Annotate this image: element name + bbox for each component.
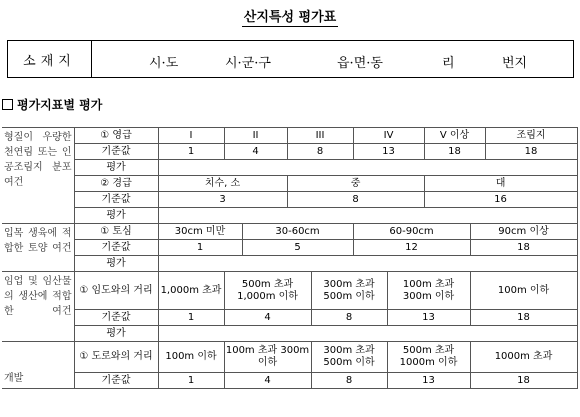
evaluation-label: 평가 bbox=[74, 326, 158, 342]
evaluation-table bbox=[2, 127, 578, 389]
table-row bbox=[2, 128, 577, 144]
category-cell: 개발 bbox=[2, 342, 74, 389]
range-cell: 100m 초과 300m 이하 bbox=[224, 342, 311, 373]
standard-value: 18 bbox=[470, 310, 577, 326]
range-cell: III bbox=[287, 128, 353, 144]
standard-value: 3 bbox=[158, 192, 287, 208]
standard-value: 8 bbox=[287, 192, 424, 208]
standard-value: 4 bbox=[224, 144, 287, 160]
table-row bbox=[2, 326, 577, 342]
category-cell: 임업 및 임산물의 생산에 적합한 여건 bbox=[2, 272, 74, 342]
category-cell: 형질이 우량한 천연림 또는 인공조림지 분포 여건 bbox=[2, 128, 74, 224]
standard-value: 5 bbox=[242, 240, 353, 256]
range-cell: IV bbox=[353, 128, 424, 144]
standard-value: 18 bbox=[470, 240, 577, 256]
location-fields bbox=[92, 41, 573, 77]
standard-value: 16 bbox=[424, 192, 577, 208]
range-cell: 100m 이하 bbox=[470, 272, 577, 310]
standard-value: 13 bbox=[353, 144, 424, 160]
range-cell: 중 bbox=[287, 176, 424, 192]
standard-label: 기준값 bbox=[74, 310, 158, 326]
standard-value: 1 bbox=[158, 240, 242, 256]
standard-value: 18 bbox=[424, 144, 485, 160]
indicator-name: ① 임도와의 거리 bbox=[74, 272, 158, 310]
standard-value: 4 bbox=[224, 310, 311, 326]
table-row bbox=[2, 224, 577, 240]
standard-label: 기준값 bbox=[74, 373, 158, 389]
standard-value: 8 bbox=[311, 310, 387, 326]
location-lot: 번지 bbox=[502, 56, 528, 71]
range-cell: 100m 초과 300m 이하 bbox=[387, 272, 470, 310]
standard-value: 18 bbox=[485, 144, 577, 160]
range-cell: 1,000m 초과 bbox=[158, 272, 224, 310]
standard-label: 기준값 bbox=[74, 240, 158, 256]
standard-value: 13 bbox=[387, 310, 470, 326]
standard-value: 1 bbox=[158, 373, 224, 389]
standard-value: 4 bbox=[224, 373, 311, 389]
category-cell: 입목 생육에 적합한 토양 여건 bbox=[2, 224, 74, 272]
range-cell: 치수, 소 bbox=[158, 176, 287, 192]
range-cell: 90cm 이상 bbox=[470, 224, 577, 240]
location-box bbox=[7, 40, 574, 78]
evaluation-input[interactable] bbox=[158, 160, 577, 176]
location-label: 소재지 bbox=[8, 41, 92, 77]
table-row bbox=[2, 272, 577, 310]
standard-value: 8 bbox=[311, 373, 387, 389]
table-row bbox=[2, 176, 577, 192]
range-cell: 1000m 초과 bbox=[470, 342, 577, 373]
table-row bbox=[2, 160, 577, 176]
location-city: 시·군·구 bbox=[225, 56, 271, 71]
standard-label: 기준값 bbox=[74, 192, 158, 208]
evaluation-label: 평가 bbox=[74, 208, 158, 224]
checkbox-square-icon bbox=[2, 99, 13, 110]
form-title: 산지특성 평가표 bbox=[243, 10, 337, 25]
indicator-name: ① 도로와의 거리 bbox=[74, 342, 158, 373]
range-cell: 30-60cm bbox=[242, 224, 353, 240]
table-row bbox=[2, 310, 577, 326]
range-cell: 조림지 bbox=[485, 128, 577, 144]
location-village: 리 bbox=[442, 56, 455, 71]
standard-label: 기준값 bbox=[74, 144, 158, 160]
range-cell: V 이상 bbox=[424, 128, 485, 144]
range-cell: I bbox=[158, 128, 224, 144]
range-cell: 500m 초과 1,000m 이하 bbox=[224, 272, 311, 310]
evaluation-input[interactable] bbox=[158, 326, 577, 342]
table-row bbox=[2, 192, 577, 208]
location-town: 읍·면·동 bbox=[337, 56, 383, 71]
range-cell: II bbox=[224, 128, 287, 144]
indicator-name: ① 토심 bbox=[74, 224, 158, 240]
table-row bbox=[2, 373, 577, 389]
standard-value: 1 bbox=[158, 310, 224, 326]
table-row bbox=[2, 144, 577, 160]
range-cell: 30cm 미만 bbox=[158, 224, 242, 240]
range-cell: 60-90cm bbox=[353, 224, 470, 240]
table-row bbox=[2, 208, 577, 224]
standard-value: 12 bbox=[353, 240, 470, 256]
section-title: 평가지표별 평가 bbox=[2, 96, 102, 113]
table-row bbox=[2, 256, 577, 272]
evaluation-label: 평가 bbox=[74, 160, 158, 176]
table-row bbox=[2, 240, 577, 256]
standard-value: 8 bbox=[287, 144, 353, 160]
standard-value: 13 bbox=[387, 373, 470, 389]
standard-value: 1 bbox=[158, 144, 224, 160]
evaluation-input[interactable] bbox=[158, 208, 577, 224]
range-cell: 500m 초과 1000m 이하 bbox=[387, 342, 470, 373]
range-cell: 대 bbox=[424, 176, 577, 192]
location-province: 시·도 bbox=[149, 56, 179, 71]
range-cell: 300m 초과 500m 이하 bbox=[311, 272, 387, 310]
table-row bbox=[2, 342, 577, 373]
evaluation-label: 평가 bbox=[74, 256, 158, 272]
range-cell: 300m 초과 500m 이하 bbox=[311, 342, 387, 373]
range-cell: 100m 이하 bbox=[158, 342, 224, 373]
evaluation-input[interactable] bbox=[158, 256, 577, 272]
indicator-name: ① 영급 bbox=[74, 128, 158, 144]
indicator-name: ② 경급 bbox=[74, 176, 158, 192]
standard-value: 18 bbox=[470, 373, 577, 389]
